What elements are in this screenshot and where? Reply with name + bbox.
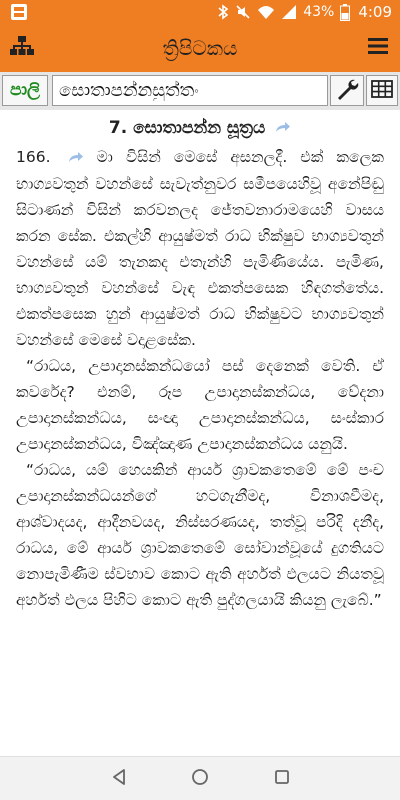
menu-button[interactable]	[362, 32, 394, 64]
paragraph-share-icon[interactable]	[68, 145, 84, 171]
wifi-icon	[257, 4, 275, 20]
paragraph: “රාධය, උපාදානස්කන්ධයෝ පස් දෙනෙක් වෙති. ඒ කවරේද? එනම්, රූප උපාදානස්කන්ධය, වේදනා උපාදානස්කන්ධය, සංඥා උපාදානස්කන්ධය, සංස්කාර උපාදානස්කන්ධය, විඤ්ඤාණ උපාදානස්කන්ධය යනුයි.	[16, 356, 384, 453]
mute-icon	[235, 4, 251, 20]
sutta-content	[0, 110, 400, 756]
settings-button[interactable]	[330, 75, 364, 106]
bluetooth-icon	[217, 4, 229, 20]
wrench-icon	[335, 77, 359, 105]
app-title: ත්‍රිපිටකය	[162, 36, 238, 60]
recent-apps-icon	[274, 769, 290, 789]
paragraph-text: මා විසින් මෙසේ අසනලදී. එක් කලෙක භාග්‍යවතුන් වහන්සේ සැවැත්නුවර සමීපයෙහිවූ අනේපිඬු සිටාණන් විසින් කරවනලද ජේතවනාරාමයෙහි වාසය කරන සේක. එකල්හි ආයුෂ්මත් රාධ භික්ෂුව භාග්‍යවතුන් වහන්සේ යම් තැනකද එතැන්හි පැමිණියේය. පැමිණ, භාග්‍යවතුන් වහන්සේ වැඳ එකත්පසෙක හිඳගත්තේය. එකත්පසෙක හුන් ආයුෂ්මත් රාධ භික්ෂුවට භාග්‍යවතුන් වහන්සේ මෙසේ වදාළසේක.	[16, 148, 384, 349]
signal-icon	[281, 4, 297, 20]
sutta-title: 7. සොතාපන්න සූත්‍රය	[108, 118, 266, 138]
search-bar	[0, 72, 400, 110]
menu-icon	[367, 37, 389, 59]
sutta-heading	[16, 118, 384, 138]
home-button[interactable]	[188, 767, 212, 791]
back-button[interactable]	[107, 767, 131, 791]
search-input[interactable]	[52, 75, 328, 106]
paragraph	[16, 144, 384, 353]
recent-apps-button[interactable]	[270, 767, 294, 791]
paragraph: “රාධය, යම් හෙයකින් ආර්ය ශ්‍රාවකතෙමේ මේ පංච උපාදානස්කන්ධයන්ගේ හටගැනීමද, විනාශවීමද, ආශ්වාදයද, ආදීනවයද, නිස්සරණයද, තත්වූ පරිදි දනීද, රාධය, මේ ආර්ය ශ්‍රාවකතෙමේ සෝවාන්වූයේ දුගතියට නොපැමිණීම ස්වභාව කොට ඇති අර්හත් ඵලයට නියතවූ අර්හත් ඵලය පිහිට කොට ඇති පුද්ගලයායි කියනු ලැබේ.”	[16, 460, 384, 609]
app-notification-icon	[10, 3, 28, 21]
share-icon[interactable]	[275, 118, 291, 138]
status-bar	[0, 0, 400, 24]
table-icon	[371, 80, 393, 102]
battery-icon	[340, 4, 350, 21]
language-toggle-button[interactable]: පාලි	[2, 75, 48, 106]
paragraph-number: 166.	[16, 148, 51, 166]
battery-level: 43%	[303, 4, 335, 20]
clock: 4:09	[358, 3, 392, 21]
back-icon	[111, 768, 127, 790]
home-icon	[191, 768, 209, 790]
table-button[interactable]	[366, 75, 398, 106]
app-bar	[0, 24, 400, 72]
system-nav-bar	[0, 756, 400, 800]
